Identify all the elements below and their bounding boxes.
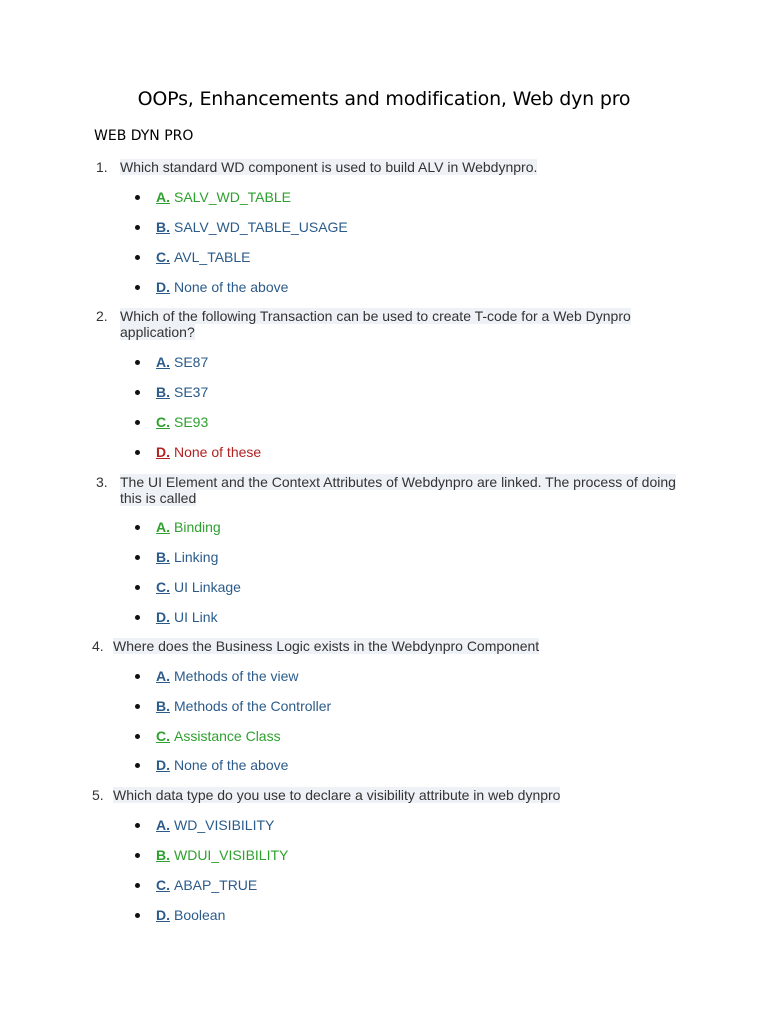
bullet-icon [135,585,140,590]
option-5d [135,907,225,923]
question-1 [92,159,692,175]
option-1b [135,219,348,235]
option-letter: C. [156,579,170,595]
option-text: Boolean [174,907,226,923]
question-text: Which data type do you use to declare a visibility attribute in web dynpro [113,787,561,803]
question-text: The UI Element and the Context Attributes of Webdynpro are linked. The process of doing this is called [120,474,676,506]
question-2 [92,308,692,340]
bullet-icon [135,704,140,709]
option-text: SE37 [174,384,209,400]
bullet-icon [135,763,140,768]
bullet-icon [135,390,140,395]
option-text: None of the above [174,279,289,295]
question-number: 2. [96,308,108,324]
page-title: OOPs, Enhancements and modification, Web dyn pro [137,88,631,110]
bullet-icon [135,450,140,455]
option-1c [135,249,251,265]
option-letter: A. [156,668,170,684]
option-text: WD_VISIBILITY [174,817,275,833]
option-letter: A. [156,519,170,535]
question-text: Where does the Business Logic exists in the Webdynpro Component [113,638,540,654]
bullet-icon [135,615,140,620]
option-text: Assistance Class [174,728,281,744]
option-text: None of these [174,444,262,460]
option-letter: D. [156,444,170,460]
option-1d [135,279,288,295]
option-2a [135,354,208,370]
question-4 [92,638,692,654]
bullet-icon [135,883,140,888]
bullet-icon [135,420,140,425]
option-letter: C. [156,414,170,430]
option-letter: B. [156,847,170,863]
section-heading: WEB DYN PRO [94,128,194,144]
question-5 [92,787,692,803]
option-letter: A. [156,354,170,370]
option-1a [135,189,291,205]
option-text: SE93 [174,414,209,430]
option-4d [135,757,288,773]
option-text: SE87 [174,354,209,370]
option-4b [135,698,331,714]
option-text: Methods of the Controller [174,698,332,714]
option-letter: A. [156,817,170,833]
option-3b [135,549,218,565]
option-text: AVL_TABLE [174,249,251,265]
option-letter: C. [156,249,170,265]
option-letter: A. [156,189,170,205]
option-2c [135,414,208,430]
bullet-icon [135,853,140,858]
option-3a [135,519,221,535]
option-text: Methods of the view [174,668,299,684]
bullet-icon [135,285,140,290]
option-letter: B. [156,384,170,400]
question-3 [92,474,692,506]
bullet-icon [135,525,140,530]
option-2b [135,384,208,400]
option-letter: C. [156,877,170,893]
question-number: 3. [96,474,108,490]
option-3c [135,579,241,595]
option-letter: B. [156,549,170,565]
option-3d [135,609,218,625]
option-text: UI Linkage [174,579,241,595]
bullet-icon [135,225,140,230]
bullet-icon [135,734,140,739]
option-letter: D. [156,907,170,923]
bullet-icon [135,674,140,679]
question-number: 1. [96,159,108,175]
bullet-icon [135,195,140,200]
bullet-icon [135,823,140,828]
option-4a [135,668,299,684]
option-text: Binding [174,519,221,535]
option-text: SALV_WD_TABLE [174,189,291,205]
question-text: Which standard WD component is used to build ALV in Webdynpro. [120,159,538,175]
option-text: None of the above [174,757,289,773]
option-2d [135,444,261,460]
option-letter: D. [156,609,170,625]
bullet-icon [135,255,140,260]
bullet-icon [135,555,140,560]
option-letter: D. [156,279,170,295]
option-5b [135,847,288,863]
option-5c [135,877,257,893]
option-text: ABAP_TRUE [174,877,258,893]
option-letter: C. [156,728,170,744]
option-text: SALV_WD_TABLE_USAGE [174,219,348,235]
option-text: Linking [174,549,219,565]
option-5a [135,817,274,833]
question-number: 4. [92,638,104,654]
option-letter: B. [156,219,170,235]
bullet-icon [135,913,140,918]
option-text: UI Link [174,609,218,625]
option-letter: D. [156,757,170,773]
option-4c [135,728,281,744]
option-text: WDUI_VISIBILITY [174,847,289,863]
option-letter: B. [156,698,170,714]
question-text: Which of the following Transaction can be used to create T-code for a Web Dynpro application? [120,308,631,340]
question-number: 5. [92,787,104,803]
bullet-icon [135,360,140,365]
